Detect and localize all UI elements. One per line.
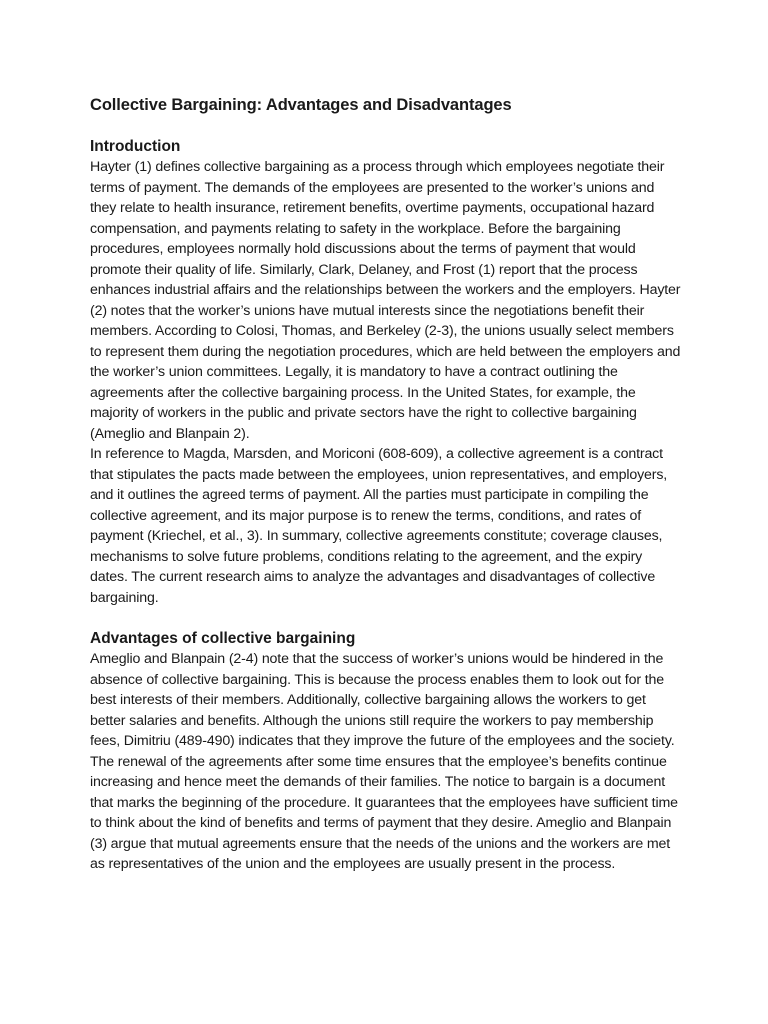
paragraph: In reference to Magda, Marsden, and Moriconi (608-609), a collective agreement is a contract that stipulates the pacts made between the employees, union representatives, and employers, and it outlines the agreed terms of payment. All the parties must participate in compiling the collective agreement, and its major purpose is to renew the terms, conditions, and rates of payment (Kriechel, et al., 3). In summary, collective agreements constitute; coverage clauses, mechanisms to solve future problems, conditions relating to the agreement, and the expiry dates. The current research aims to analyze the advantages and disadvantages of collective bargaining. (90, 446, 668, 606)
section-introduction (90, 136, 682, 608)
section-heading: Advantages of collective bargaining (90, 630, 356, 647)
document-title: Collective Bargaining: Advantages and Disadvantages (90, 96, 512, 114)
section-advantages (90, 628, 682, 875)
paragraph: Hayter (1) defines collective bargaining as a process through which employees negotiate their terms of payment. The demands of the employees are presented to the worker’s unions and they relate to health insurance, retirement benefits, overtime payments, occupational hazard compensation, and payments relating to safety in the workplace. Before the bargaining procedures, employees normally hold discussions about the terms of payment that would promote their quality of life. Similarly, Clark, Delaney, and Frost (1) report that the process enhances industrial affairs and the relationships between the workers and the employers. Hayter (2) notes that the worker’s unions have mutual interests since the negotiations benefit their members. According to Colosi, Thomas, and Berkeley (2-3), the unions usually select members to represent them during the negotiation procedures, which are held between the employers and the worker’s union committees. Legally, it is mandatory to have a contract outlining the agreements after the collective bargaining process. In the United States, for example, the majority of workers in the public and private sectors have the right to collective bargaining (Ameglio and Blanpain 2). (90, 159, 681, 442)
section-heading: Introduction (90, 138, 181, 155)
paragraph: Ameglio and Blanpain (2-4) note that the success of worker’s unions would be hindered in the absence of collective bargaining. This is because the process enables them to look out for the best interests of their members. Additionally, collective bargaining allows the workers to get better salaries and benefits. Although the unions still require the workers to pay membership fees, Dimitriu (489-490) indicates that they improve the future of the employees and the society. The renewal of the agreements after some time ensures that the employee’s benefits continue increasing and hence meet the demands of their families. The notice to bargain is a document that marks the beginning of the procedure. It guarantees that the employees have sufficient time to think about the kind of benefits and terms of payment that they desire. Ameglio and Blanpain (3) argue that mutual agreements ensure that the needs of the unions and the workers are met as representatives of the union and the employees are usually present in the process. (90, 651, 678, 872)
document-body (90, 94, 682, 895)
